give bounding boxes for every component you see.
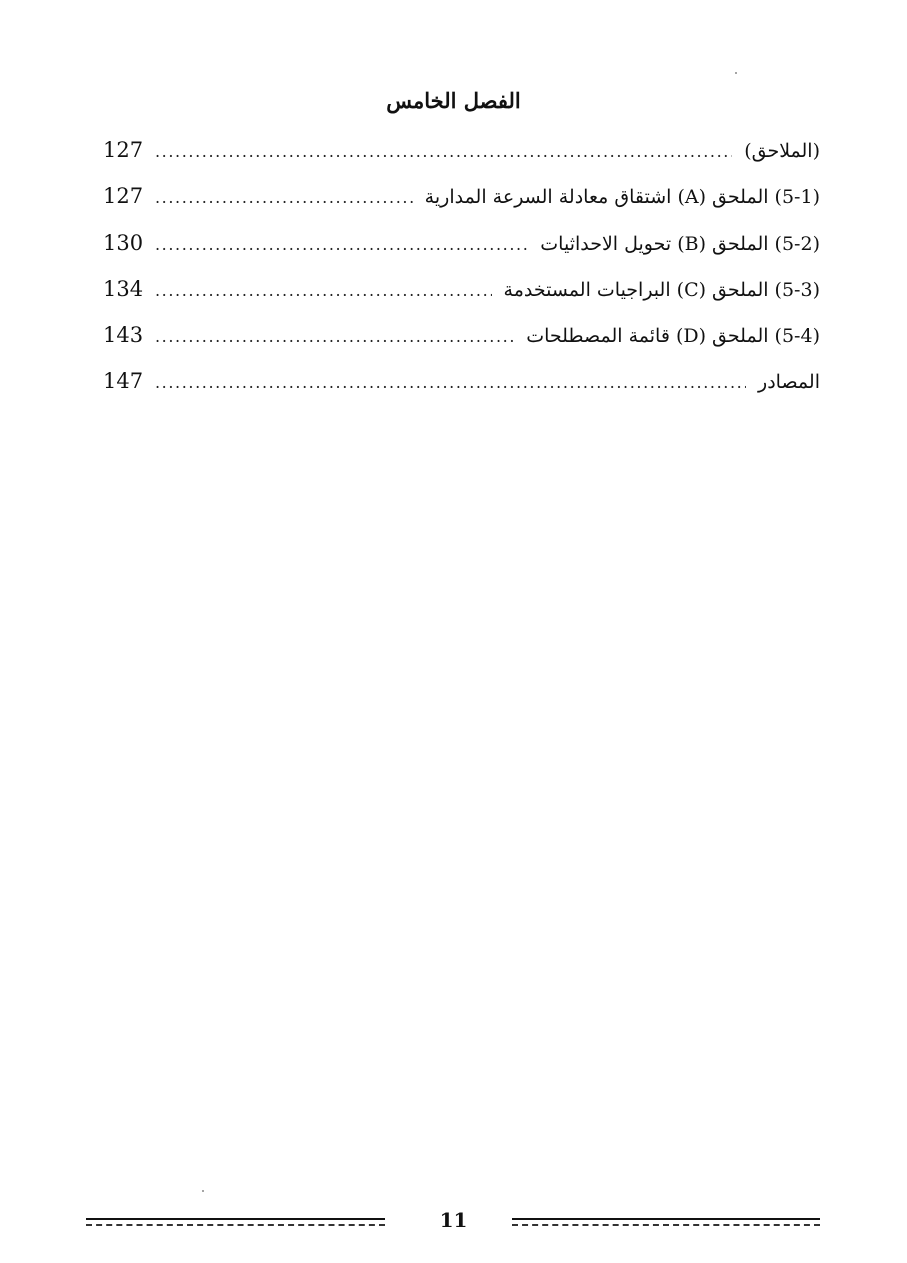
toc-entry-label: المصادر (758, 371, 820, 394)
toc-entry-label: (5-3) الملحق (C) البراجيات المستخدمة (503, 278, 820, 301)
toc-entry-label: (5-4) الملحق (D) قائمة المصطلحات (526, 325, 820, 348)
page-number: 11 (439, 1208, 468, 1232)
toc-leader-dots (155, 132, 732, 172)
toc-entry (103, 315, 820, 361)
toc-entry-page: 143 (103, 323, 144, 348)
toc-entry-label: (5-2) الملحق (B) تحويل الاحداثيات (540, 232, 820, 255)
toc-entry (103, 223, 820, 269)
chapter-title: الفصل الخامس (386, 88, 521, 113)
footer-rule-right (512, 1218, 820, 1229)
toc-entry (103, 361, 820, 407)
table-of-contents (103, 130, 820, 408)
page-footer (0, 1208, 907, 1238)
toc-leader-dots (155, 178, 413, 218)
toc-leader-dots (155, 317, 514, 357)
toc-entry-page: 127 (103, 184, 144, 209)
toc-entry-page: 134 (103, 276, 144, 301)
toc-leader-dots (155, 225, 528, 265)
toc-entry (103, 176, 820, 222)
toc-entry-page: 130 (103, 230, 144, 255)
toc-entry (103, 269, 820, 315)
scan-speck (735, 72, 737, 74)
scan-speck (202, 1190, 204, 1192)
toc-entry-page: 127 (103, 138, 144, 162)
toc-leader-dots (155, 363, 746, 403)
toc-entry-label: (الملاحق) (744, 140, 820, 162)
toc-leader-dots (155, 271, 492, 311)
toc-entry (103, 130, 820, 176)
toc-entry-label: (5-1) الملحق (A) اشتقاق معادلة السرعة المدارية (424, 186, 820, 209)
toc-entry-page: 147 (103, 369, 144, 394)
